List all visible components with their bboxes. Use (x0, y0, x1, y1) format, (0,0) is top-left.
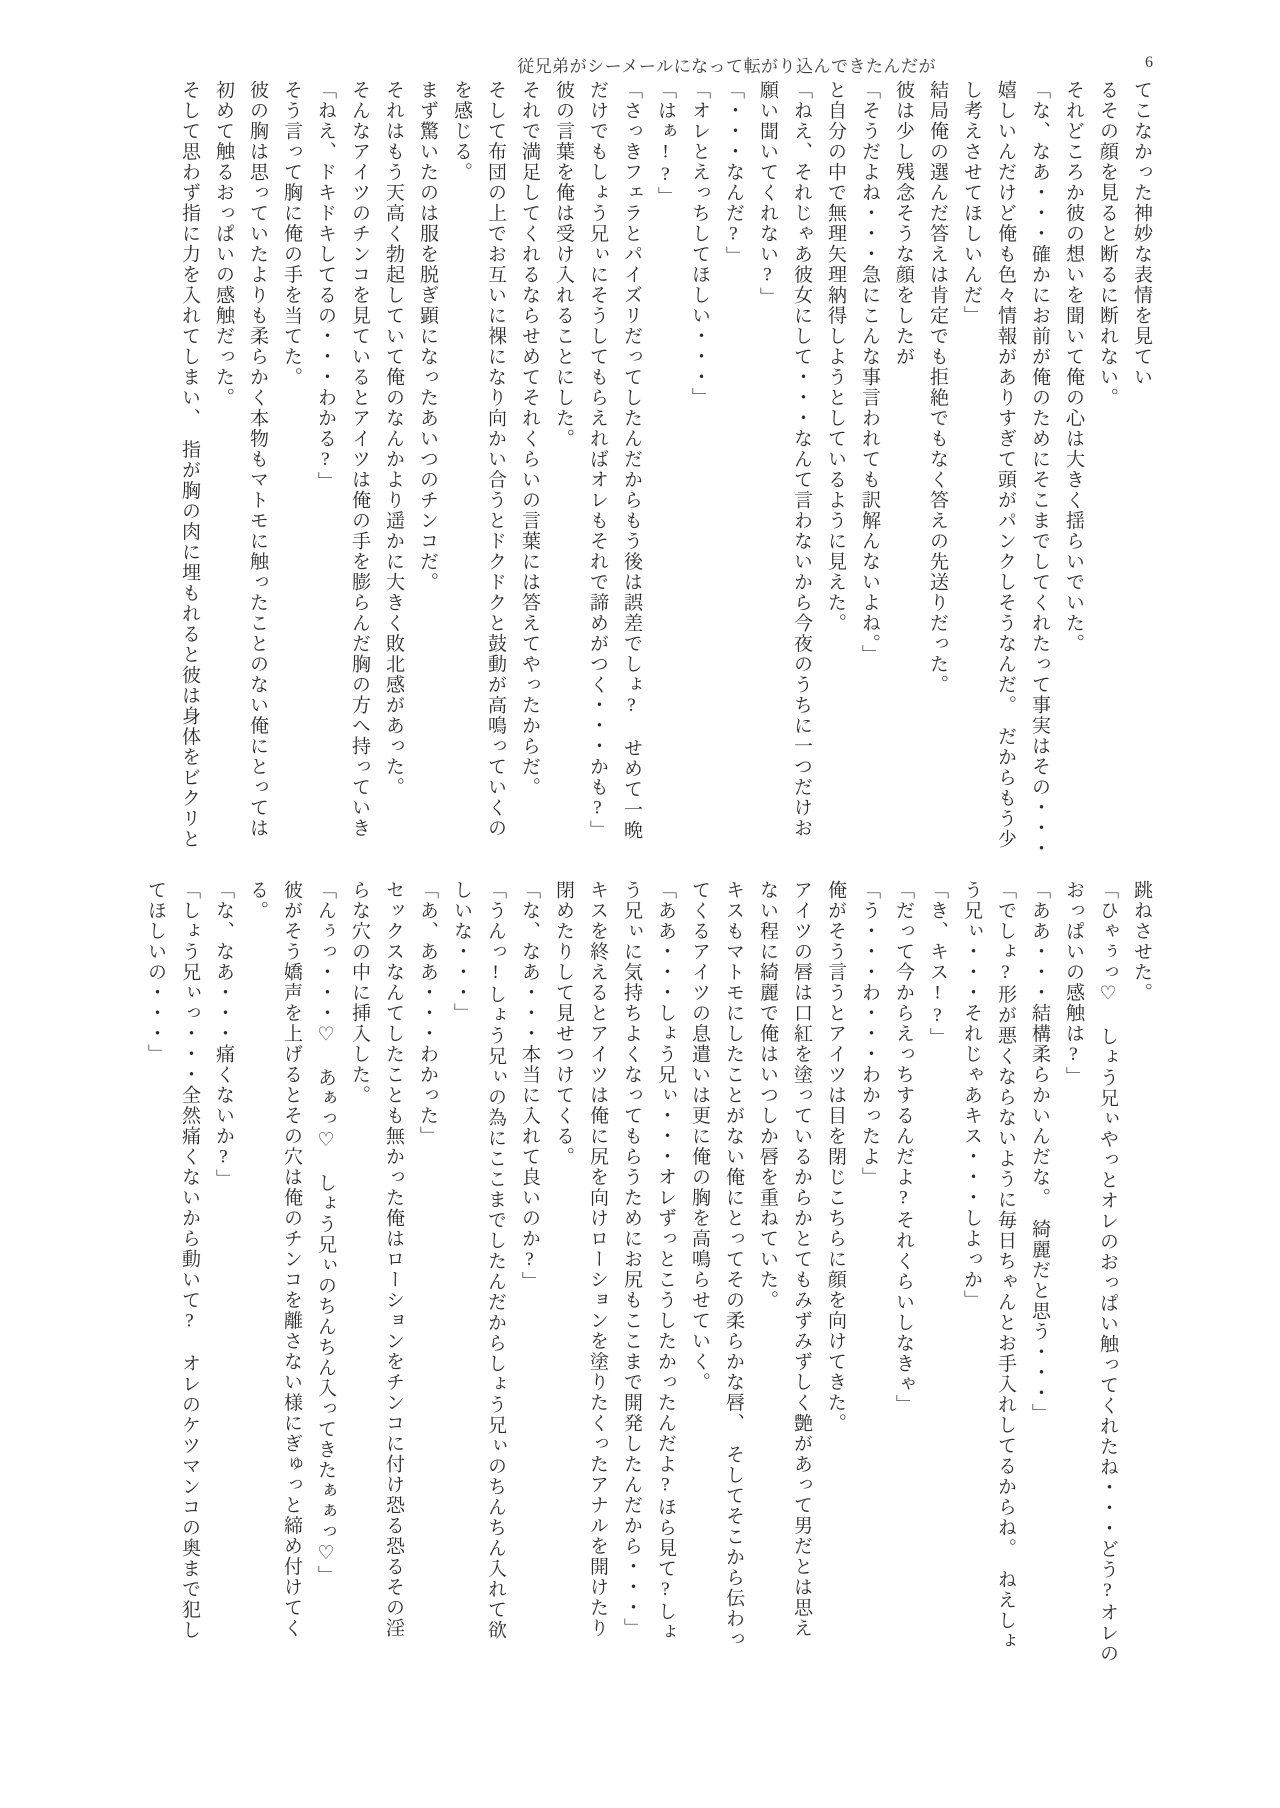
text-column: そして思わず指に力を入れてしまい、 指が胸の肉に埋もれると彼は身体をビクリと (179, 80, 200, 850)
text-column: 初めて触るおっぱいの感触だった。 (213, 80, 234, 408)
text-column: 「そうだよね・・・急にこんな事言われても訳解んないよね。」 (859, 80, 880, 665)
text-column: おっぱいの感触は?」 (1063, 880, 1084, 1087)
text-column: らな穴の中に挿入した。 (349, 880, 370, 1106)
text-column: 「ああ・・・結構柔らかいんだな。 綺麗だと思う・・・」 (1029, 880, 1050, 1424)
text-column: 「んぅっ・・・♡ あぁっ♡ しょう兄ぃのちんちん入ってきたぁぁっ♡」 (315, 880, 336, 1586)
text-column: 閉めたりして見せつけてくる。 (553, 880, 574, 1167)
text-column: アイツの唇は口紅を塗っているからかとてもみずみずしく艶があって男だとは思え (791, 880, 812, 1639)
text-column: 跳ねさせた。 (1131, 880, 1152, 1003)
text-column: 「はぁ!?」 (655, 80, 676, 207)
text-block-top (172, 80, 1158, 864)
text-column: 「ひゃぅっ♡ しょう兄ぃやっとオレのおっぱい触ってくれたね・・・どう?オレの (1097, 880, 1118, 1664)
text-column: 「ねえ、ドキドキしてるの・・・わかる?」 (315, 80, 336, 492)
text-column: 「な、なあ・・・痛くないか?」 (213, 880, 234, 1190)
text-column: てくるアイツの息遣いは更に俺の胸を高鳴らせていく。 (689, 880, 710, 1393)
text-column: 俺がそう言うとアイツは目を閉じこちらに顔を向けてきた。 (825, 880, 846, 1434)
text-column: てこなかった神妙な表情を見てい (1131, 80, 1152, 388)
text-column: 「・・・なんだ?」 (723, 80, 744, 267)
text-column: 願い聞いてくれない?」 (757, 80, 778, 308)
text-column: そして布団の上でお互いに裸になり向かい合うとドクドクと鼓動が高鳴っていくの (485, 80, 506, 839)
text-column: 彼の胸は思っていたよりも柔らかく本物もマトモに触ったことのない俺にとっては (247, 80, 268, 839)
text-column: う兄ぃ・・・それじゃあキス・・・しよっか」 (961, 880, 982, 1311)
text-column: ない程に綺麗で俺はいつしか唇を重ねていた。 (757, 880, 778, 1311)
text-column: まず驚いたのは服を脱ぎ顕になったあいつのチンコだ。 (417, 80, 438, 593)
text-column: 「オレとえっちしてほしい・・・」 (689, 80, 710, 408)
text-column: 彼の言葉を俺は受け入れることにした。 (553, 80, 574, 449)
text-column: う兄ぃに気持ちよくなってもらうためにお尻もここまで開発したんだから・・・」 (621, 880, 642, 1639)
text-column: キスもマトモにしたことがない俺にとってその柔らかな唇、 そしてそこから伝わっ (723, 880, 744, 1650)
text-column: そう言って胸に俺の手を当てた。 (281, 80, 302, 388)
text-column: る。 (247, 880, 268, 921)
text-column: 「う・・・わ・・・わかったよ」 (859, 880, 880, 1188)
text-column: 「あ、ああ・・・わかった」 (417, 880, 438, 1147)
text-column: 「な、なあ・・・本当に入れて良いのか?」 (519, 880, 540, 1292)
text-column: 彼がそう嬌声を上げるとその穴は俺のチンコを離さない様にぎゅっと締め付けてく (281, 880, 302, 1639)
text-column: 「さっきフェラとパイズリだってしたんだからもう後は誤差でしょ? せめて一晩 (621, 80, 642, 841)
text-column: し考えさせてほしいんだ」 (961, 80, 982, 326)
text-column: それで満足してくれるならせめてそれくらいの言葉には答えてやったからだ。 (519, 80, 540, 798)
page-title: 従兄弟がシーメールになって転がり込んできたんだが (517, 57, 936, 76)
text-column: と自分の中で無理矢理納得しようとしているように見えた。 (825, 80, 846, 634)
text-column: 「うんっ!しょう兄ぃの為にここまでしたんだからしょう兄ぃのちんちん入れて欲 (485, 880, 506, 1641)
text-column: しいな・・・」 (451, 880, 472, 1024)
text-column: 「しょう兄ぃっ・・・全然痛くないから動いて? オレのケツマンコの奥まで犯し (179, 880, 200, 1641)
text-column: 「ねえ、それじゃあ彼女にして・・・なんて言わないから今夜のうちに一つだけお (791, 80, 812, 839)
text-column: だけでもしょう兄ぃにそうしてもらえればオレもそれで諦めがつく・・・かも?」 (587, 80, 608, 841)
text-column: キスを終えるとアイツは俺に尻を向けローションを塗りたくったアナルを開けたり (587, 880, 608, 1639)
text-column: るその顔を見ると断るに断れない。 (1097, 80, 1118, 408)
text-column: 彼は少し残念そうな顔をしたが (893, 80, 914, 367)
text-column: 「ああ・・・しょう兄ぃ・・・オレずっとこうしたかったんだよ?ほら見て?しょ (655, 880, 676, 1643)
text-column: 結局俺の選んだ答えは肯定でも拒絶でもなく答えの先送りだった。 (927, 80, 948, 695)
text-column: てほしいの・・・」 (145, 880, 166, 1065)
text-column: それはもう天高く勃起していて俺のなんかより遥かに大きく敗北感があった。 (383, 80, 404, 798)
page-number: 6 (1145, 54, 1153, 71)
text-column: 「でしょ?形が悪くならないように毎日ちゃんとお手入れしてるからね。 ねえしょ (995, 880, 1016, 1652)
text-column: 「な、なあ・・・確かにお前が俺のためにそこまでしてくれたって事実はその・・・ (1029, 80, 1050, 859)
text-block-bottom (138, 880, 1158, 1708)
text-column: それどころか彼の想いを聞いて俺の心は大きく揺らいでいた。 (1063, 80, 1084, 654)
text-column: 「だって今からえっちするんだよ?それくらいしなきゃ」 (893, 880, 914, 1415)
text-column: セックスなんてしたことも無かった俺はローションをチンコに付け恐る恐るその淫 (383, 880, 404, 1639)
text-column: 「き、キス!?」 (927, 880, 948, 1048)
text-column: そんなアイツのチンコを見ているとアイツは俺の手を膨らんだ胸の方へ持っていき (349, 80, 370, 839)
text-column: を感じる。 (451, 80, 472, 183)
text-column: 嬉しいんだけど俺も色々情報がありすぎて頭がパンクしそうなんだ。 だからもう少 (995, 80, 1016, 850)
